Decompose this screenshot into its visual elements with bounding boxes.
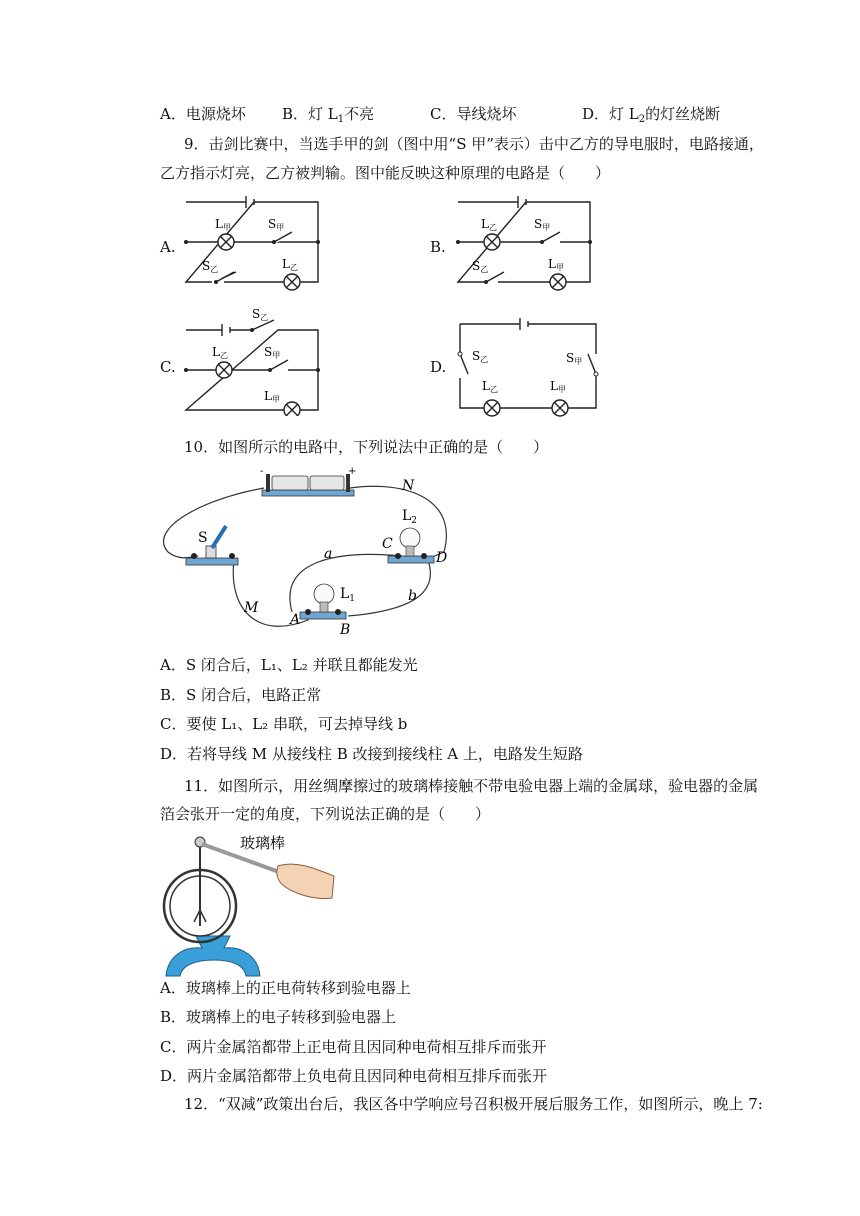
q8-option-b: B．灯 $L_1$不亮	[282, 105, 375, 125]
switch-base-icon	[186, 558, 238, 565]
svg-text:玻璃棒: 玻璃棒	[240, 834, 286, 852]
svg-text:S乙: S乙	[472, 259, 489, 274]
q9-circuit-c	[182, 306, 322, 416]
q9-circuit-b	[454, 192, 594, 292]
hand-icon	[277, 864, 334, 898]
svg-text:L2: $L_2$	[402, 508, 418, 526]
q9-circuit-d	[454, 314, 602, 418]
svg-text:L乙: L乙	[482, 379, 498, 394]
q11-option-d: D．两片金属箔都带上负电荷且因同种电荷相互排斥而张开	[160, 1067, 548, 1085]
svg-text:+: +	[348, 466, 357, 477]
q10-figure	[158, 460, 468, 646]
svg-text:S乙: S乙	[472, 349, 489, 364]
battery-base-icon	[262, 490, 354, 496]
svg-text:a: a	[324, 546, 333, 562]
q9a-S-yi-label: S乙	[202, 259, 219, 274]
q11-option-b: B．玻璃棒上的电子转移到验电器上	[160, 1008, 397, 1026]
svg-text:S甲: S甲	[566, 351, 583, 366]
svg-text:A: A	[290, 612, 301, 628]
q11-option-c: C．两片金属箔都带上正电荷且因同种电荷相互排斥而张开	[160, 1038, 547, 1056]
svg-text:B: B	[340, 622, 351, 638]
svg-text:M: M	[244, 600, 259, 616]
q11-stem-line2: 箔会张开一定的角度，下列说法正确的是（ ）	[160, 805, 491, 823]
svg-text:L甲: L甲	[548, 257, 564, 272]
q9a-L-yi-label: L乙	[282, 257, 298, 272]
battery-cell-icon	[272, 476, 308, 490]
svg-text:D: D	[436, 550, 448, 566]
switch-lever-icon	[212, 526, 226, 548]
svg-text:S甲: S甲	[264, 345, 281, 360]
bulb-L2-icon	[400, 528, 420, 548]
svg-text:L甲: L甲	[264, 389, 280, 404]
q10-option-d: D．若将导线 M 从接线柱 B 改接到接线柱 A 上，电路发生短路	[160, 745, 583, 763]
q9-label-a: A.	[160, 238, 176, 256]
q9-stem-line2: 乙方指示灯亮，乙方被判输。图中能反映这种原理的电路是（ ）	[160, 164, 611, 182]
bulb-L1-icon	[314, 584, 334, 604]
q9-label-d: D.	[430, 358, 447, 376]
q8-option-d: D．灯 $L_2$的灯丝烧断	[582, 105, 721, 125]
q10-option-c: C．要使 L₁、L₂ 串联，可去掉导线 b	[160, 715, 408, 733]
q8-options	[0, 104, 860, 124]
q11-figure	[158, 830, 340, 980]
svg-text:C: C	[382, 536, 393, 552]
q10-stem: 10．如图所示的电路中，下列说法中正确的是（ ）	[184, 438, 549, 456]
q11-option-a: A．玻璃棒上的正电荷转移到验电器上	[160, 979, 411, 997]
svg-text:L1: $L_1$	[340, 586, 356, 604]
q10-option-b: B．S 闭合后，电路正常	[160, 686, 322, 704]
q9-stem-line1: 9．击剑比赛中，当选手甲的剑（图中用“S 甲”表示）击中乙方的导电服时，电路接通，	[184, 135, 764, 153]
q8-option-a: A．电源烧坏	[160, 105, 246, 123]
svg-text:S乙: S乙	[252, 307, 269, 322]
svg-text:L甲: L甲	[550, 379, 566, 394]
q9a-L-jia-label: L甲	[215, 217, 231, 232]
q12-stem-line1: 12．“双减”政策出台后，我区各中学响应号召积极开展后服务工作，如图所示，晚上 7:	[184, 1095, 763, 1113]
svg-text:L乙: L乙	[212, 345, 228, 360]
q9-label-b: B.	[430, 238, 446, 256]
svg-text:-: -	[260, 466, 264, 477]
q9-label-c: C.	[160, 358, 176, 376]
svg-text:b: b	[408, 588, 417, 604]
svg-text:S甲: S甲	[534, 217, 551, 232]
q9a-S-jia-label: S甲	[268, 217, 285, 232]
svg-text:N: N	[402, 478, 415, 494]
svg-text:L乙: L乙	[481, 217, 497, 232]
q9-circuit-a	[182, 192, 322, 292]
svg-text:S: S	[198, 530, 208, 546]
q10-option-a: A．S 闭合后，L₁、L₂ 并联且都能发光	[160, 656, 418, 674]
q8-option-c: C．导线烧坏	[430, 105, 517, 123]
q11-stem-line1: 11．如图所示，用丝绸摩擦过的玻璃棒接触不带电验电器上端的金属球，验电器的金属	[184, 777, 759, 795]
